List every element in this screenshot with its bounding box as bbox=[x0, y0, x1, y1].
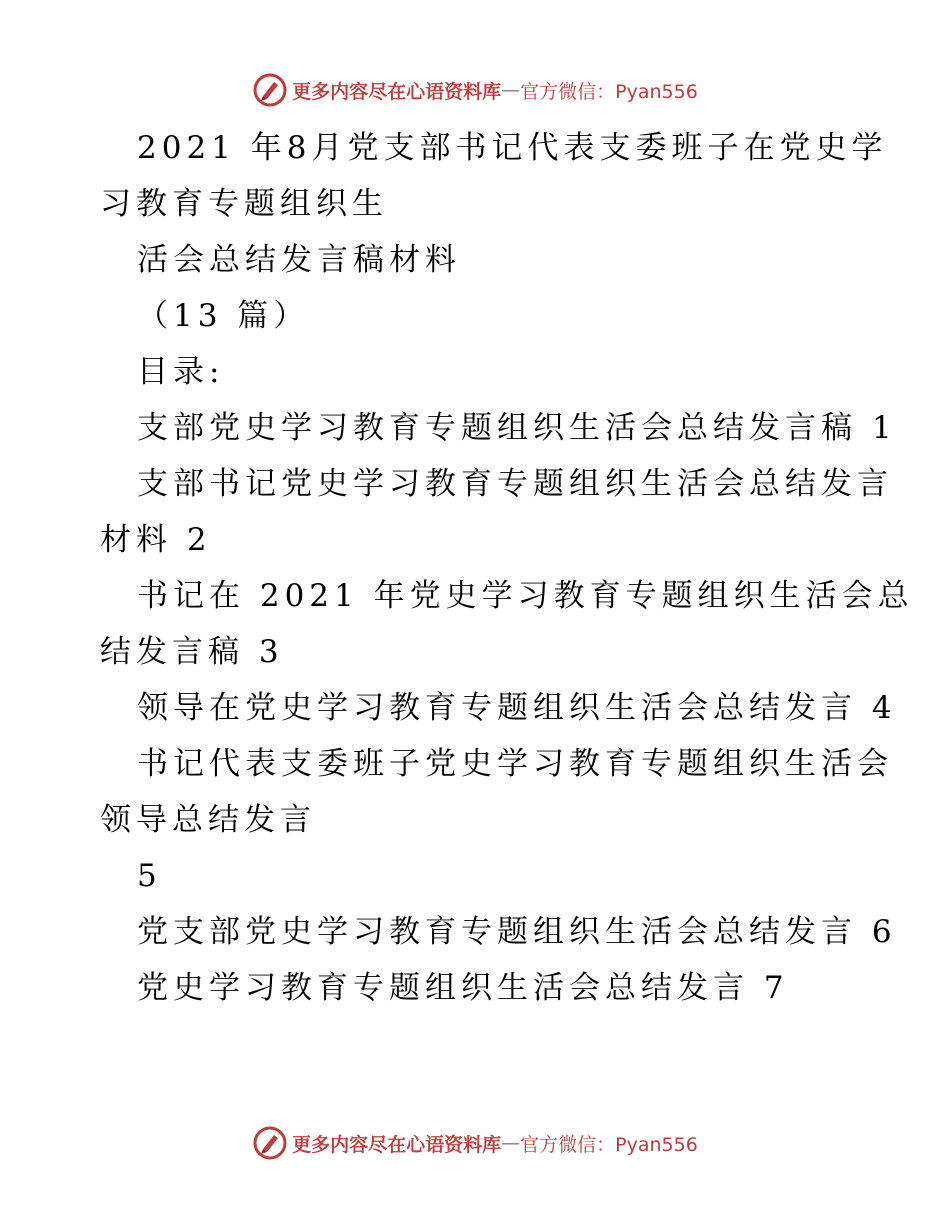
watermark-brand: 更多内容尽在心语资料库 bbox=[292, 1133, 502, 1156]
toc-heading: 目录: bbox=[137, 354, 225, 390]
title-line-2: 习教育专题组织生 bbox=[100, 186, 388, 222]
toc-line: 5 bbox=[137, 858, 162, 894]
footer-watermark bbox=[0, 1125, 950, 1161]
watermark-contact: 官方微信：Pyan556 bbox=[520, 1133, 698, 1156]
toc-line: 党支部党史学习教育专题组织生活会总结发言 6 bbox=[137, 914, 897, 950]
header-watermark bbox=[0, 72, 950, 108]
toc-line: 材料 2 bbox=[100, 522, 212, 558]
toc-line: 领导总结发言 bbox=[100, 802, 316, 838]
title-line-3: 活会总结发言稿材料 bbox=[137, 242, 461, 278]
toc-line: 领导在党史学习教育专题组织生活会总结发言 4 bbox=[137, 690, 897, 726]
toc-line: 党史学习教育专题组织生活会总结发言 7 bbox=[137, 970, 789, 1006]
watermark-contact: 官方微信：Pyan556 bbox=[520, 80, 698, 103]
title-count: （13 篇） bbox=[137, 298, 310, 334]
toc-line: 书记在 2021 年党史学习教育专题组织生活会总 bbox=[137, 578, 914, 614]
toc-line: 支部书记党史学习教育专题组织生活会总结发言 bbox=[137, 466, 893, 502]
watermark-brand: 更多内容尽在心语资料库 bbox=[292, 80, 502, 103]
table-of-contents bbox=[100, 400, 914, 1016]
watermark-separator: — bbox=[501, 79, 521, 101]
pen-logo-icon bbox=[252, 1125, 288, 1161]
document-body bbox=[100, 120, 914, 1016]
toc-line: 书记代表支委班子党史学习教育专题组织生活会 bbox=[137, 746, 893, 782]
pen-logo-icon bbox=[252, 72, 288, 108]
title-line-1: 2021 年8月党支部书记代表支委班子在党史学 bbox=[137, 130, 888, 166]
toc-line: 支部党史学习教育专题组织生活会总结发言稿 1 bbox=[137, 410, 897, 446]
toc-line: 结发言稿 3 bbox=[100, 634, 284, 670]
watermark-separator: — bbox=[501, 1132, 521, 1154]
